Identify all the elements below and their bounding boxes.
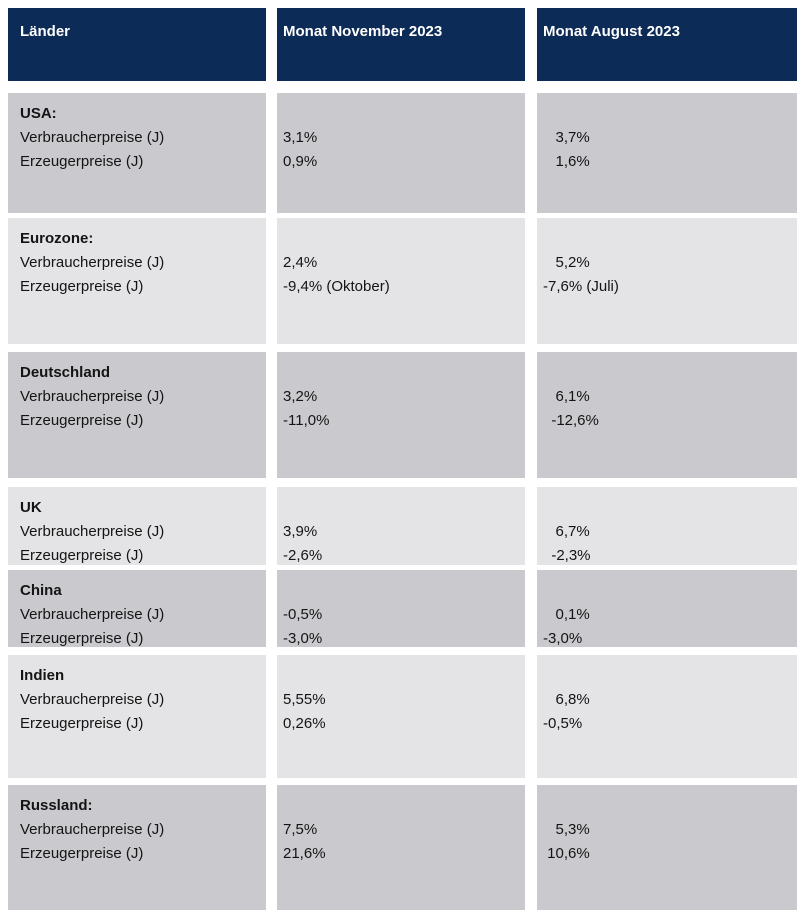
country-cell (8, 218, 266, 344)
metric-label: Erzeugerpreise (J) (20, 412, 144, 429)
metric-label: Verbraucherpreise (J) (20, 606, 165, 623)
metric-label: Erzeugerpreise (J) (20, 630, 144, 647)
column-header-laender: Länder (8, 8, 266, 81)
table-row-usa (8, 93, 797, 213)
august-value: 6,8% (543, 691, 590, 708)
november-cell (277, 785, 525, 910)
august-cell (537, 93, 797, 213)
november-cell (277, 218, 525, 344)
table-row-indien (8, 655, 797, 778)
august-value: -3,0% (543, 630, 583, 647)
table-row-russland (8, 785, 797, 910)
country-name: UK (20, 499, 42, 516)
metric-label: Erzeugerpreise (J) (20, 845, 144, 862)
november-cell (277, 93, 525, 213)
country-name: Eurozone: (20, 230, 94, 247)
country-cell (8, 487, 266, 565)
november-cell (277, 352, 525, 478)
november-value: 0,9% (283, 153, 318, 170)
country-name: Russland: (20, 797, 93, 814)
august-value: 5,2% (543, 254, 590, 271)
november-value: 3,2% (283, 388, 318, 405)
country-name: Deutschland (20, 364, 111, 381)
november-value: 3,1% (283, 129, 318, 146)
november-value: 3,9% (283, 523, 318, 540)
november-value: 0,26% (283, 715, 326, 732)
metric-label: Erzeugerpreise (J) (20, 278, 144, 295)
august-cell (537, 570, 797, 647)
country-cell (8, 655, 266, 778)
table-row-deutschland (8, 352, 797, 478)
august-value: 0,1% (543, 606, 590, 623)
country-cell (8, 785, 266, 910)
country-name: Indien (20, 667, 65, 684)
august-value: 1,6% (543, 153, 590, 170)
november-cell (277, 487, 525, 565)
august-cell (537, 487, 797, 565)
metric-label: Verbraucherpreise (J) (20, 821, 165, 838)
metric-label: Verbraucherpreise (J) (20, 254, 165, 271)
metric-label: Verbraucherpreise (J) (20, 129, 165, 146)
metric-label: Erzeugerpreise (J) (20, 715, 144, 732)
inflation-table (8, 8, 797, 910)
november-value: 7,5% (283, 821, 318, 838)
country-cell (8, 570, 266, 647)
november-value: -0,5% (283, 606, 323, 623)
august-cell (537, 352, 797, 478)
august-value: 6,7% (543, 523, 590, 540)
country-name: USA: (20, 105, 57, 122)
august-value: -0,5% (543, 715, 583, 732)
metric-label: Verbraucherpreise (J) (20, 691, 165, 708)
november-value: 2,4% (283, 254, 318, 271)
table-row-china (8, 570, 797, 647)
august-cell (537, 785, 797, 910)
november-value: -9,4% (Oktober) (283, 278, 390, 295)
november-cell (277, 655, 525, 778)
metric-label: Erzeugerpreise (J) (20, 547, 144, 564)
country-name: China (20, 582, 62, 599)
august-cell (537, 218, 797, 344)
november-value: 5,55% (283, 691, 326, 708)
august-value: 6,1% (543, 388, 590, 405)
august-value: 10,6% (543, 845, 590, 862)
august-value: 3,7% (543, 129, 590, 146)
august-cell (537, 655, 797, 778)
november-value: -2,6% (283, 547, 323, 564)
column-header-august-2023: Monat August 2023 (537, 8, 797, 81)
column-header-november-2023: Monat November 2023 (277, 8, 525, 81)
table-header-row (8, 8, 797, 81)
country-cell (8, 93, 266, 213)
august-value: -12,6% (543, 412, 599, 429)
metric-label: Erzeugerpreise (J) (20, 153, 144, 170)
country-cell (8, 352, 266, 478)
august-value: -7,6% (Juli) (543, 278, 619, 295)
november-value: 21,6% (283, 845, 326, 862)
november-cell (277, 570, 525, 647)
table-row-uk (8, 487, 797, 565)
august-value: 5,3% (543, 821, 590, 838)
november-value: -3,0% (283, 630, 323, 647)
table-row-eurozone (8, 218, 797, 344)
august-value: -2,3% (543, 547, 591, 564)
november-value: -11,0% (283, 412, 330, 429)
metric-label: Verbraucherpreise (J) (20, 523, 165, 540)
metric-label: Verbraucherpreise (J) (20, 388, 165, 405)
